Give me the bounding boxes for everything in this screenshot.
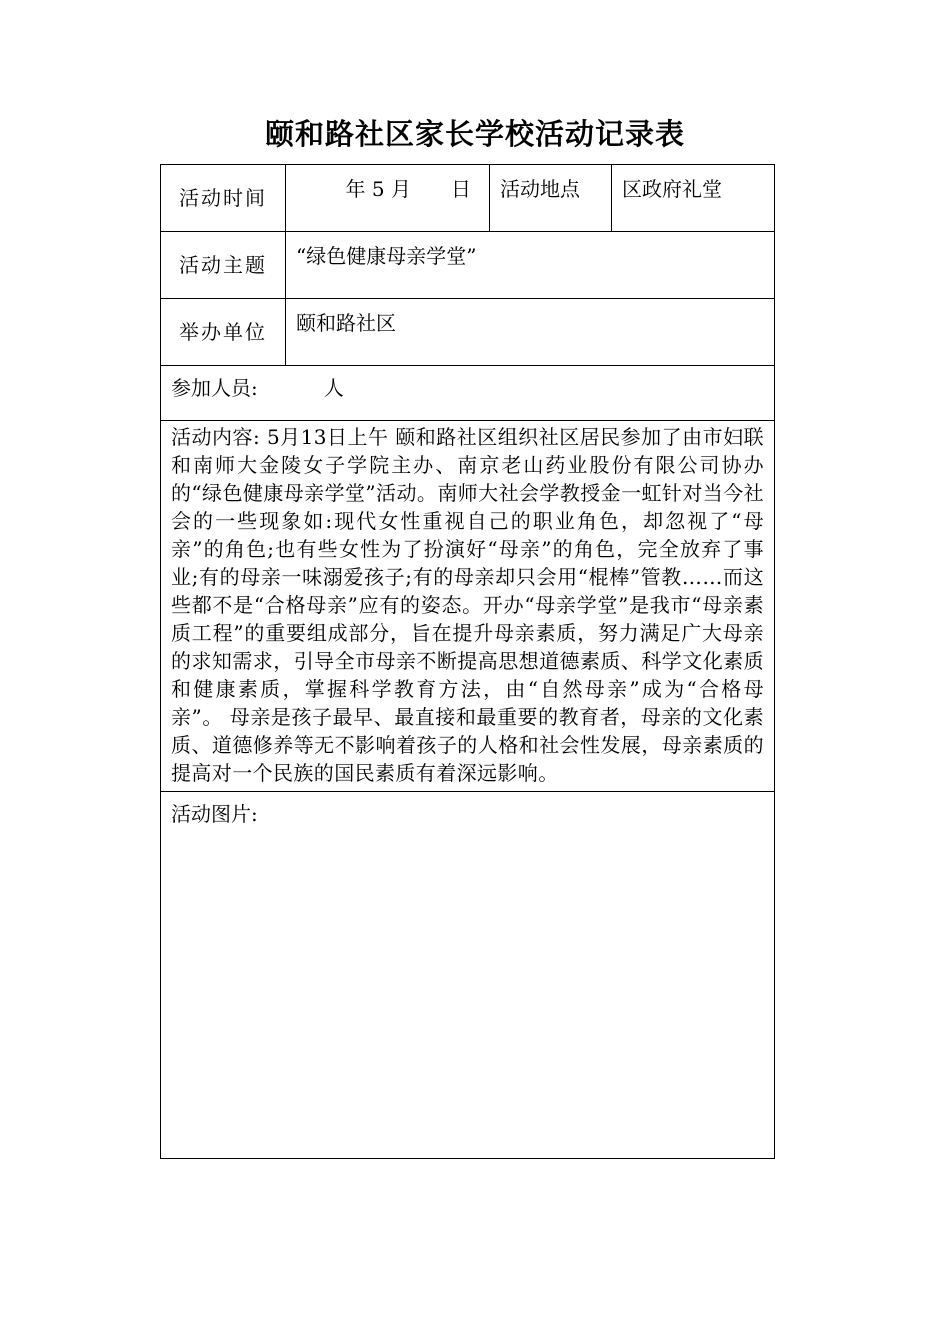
value-place: 区政府礼堂: [612, 165, 775, 232]
value-theme: “绿色健康母亲学堂”: [286, 232, 775, 299]
row-content: [161, 421, 775, 792]
photos-cell: [161, 792, 775, 1159]
value-content: 5月13日上午 颐和路社区组织社区居民参加了由市妇联和南师大金陵女子学院主办、南京老山药业股份有限公司协办的“绿色健康母亲学堂”活动。南师大社会学教授金一虹针对当今社会的一些现象如:现代女性重视自己的职业角色，却忽视了“母亲”的角色;也有些女性为了扮演好“母亲”的角色，完全放弃了事业;有的母亲一味溺爱孩子;有的母亲却只会用“棍棒”管教……而这些都不是“合格母亲”应有的姿态。开办“母亲学堂”是我市“母亲素质工程”的重要组成部分，旨在提升母亲素质，努力满足广大母亲的求知需求，引导全市母亲不断提高思想道德素质、科学文化素质和健康素质，掌握科学教育方法，由“自然母亲”成为“合格母亲”。 母亲是孩子最早、最直接和最重要的教育者，母亲的文化素质、道德修养等无不影响着孩子的人格和社会性发展，母亲素质的提高对一个民族的国民素质有着深远影响。: [171, 425, 764, 785]
label-photos: 活动图片:: [171, 802, 258, 826]
label-organizer: 举办单位: [161, 299, 286, 366]
page-title: 颐和路社区家长学校活动记录表: [264, 117, 685, 151]
row-time-place: [161, 165, 775, 232]
label-place: 活动地点: [490, 165, 612, 232]
participants-cell: [161, 366, 775, 421]
row-organizer: [161, 299, 775, 366]
label-time: 活动时间: [161, 165, 286, 232]
row-participants: [161, 366, 775, 421]
row-photos: [161, 792, 775, 1159]
value-time: 年 5 月 日: [286, 165, 490, 232]
label-content: 活动内容:: [171, 425, 261, 449]
content-cell: [161, 421, 775, 792]
value-organizer: 颐和路社区: [286, 299, 775, 366]
row-theme: [161, 232, 775, 299]
label-participants: 参加人员:: [171, 376, 258, 400]
value-participants: 人: [323, 376, 344, 400]
label-theme: 活动主题: [161, 232, 286, 299]
activity-record-table: [160, 164, 775, 1159]
